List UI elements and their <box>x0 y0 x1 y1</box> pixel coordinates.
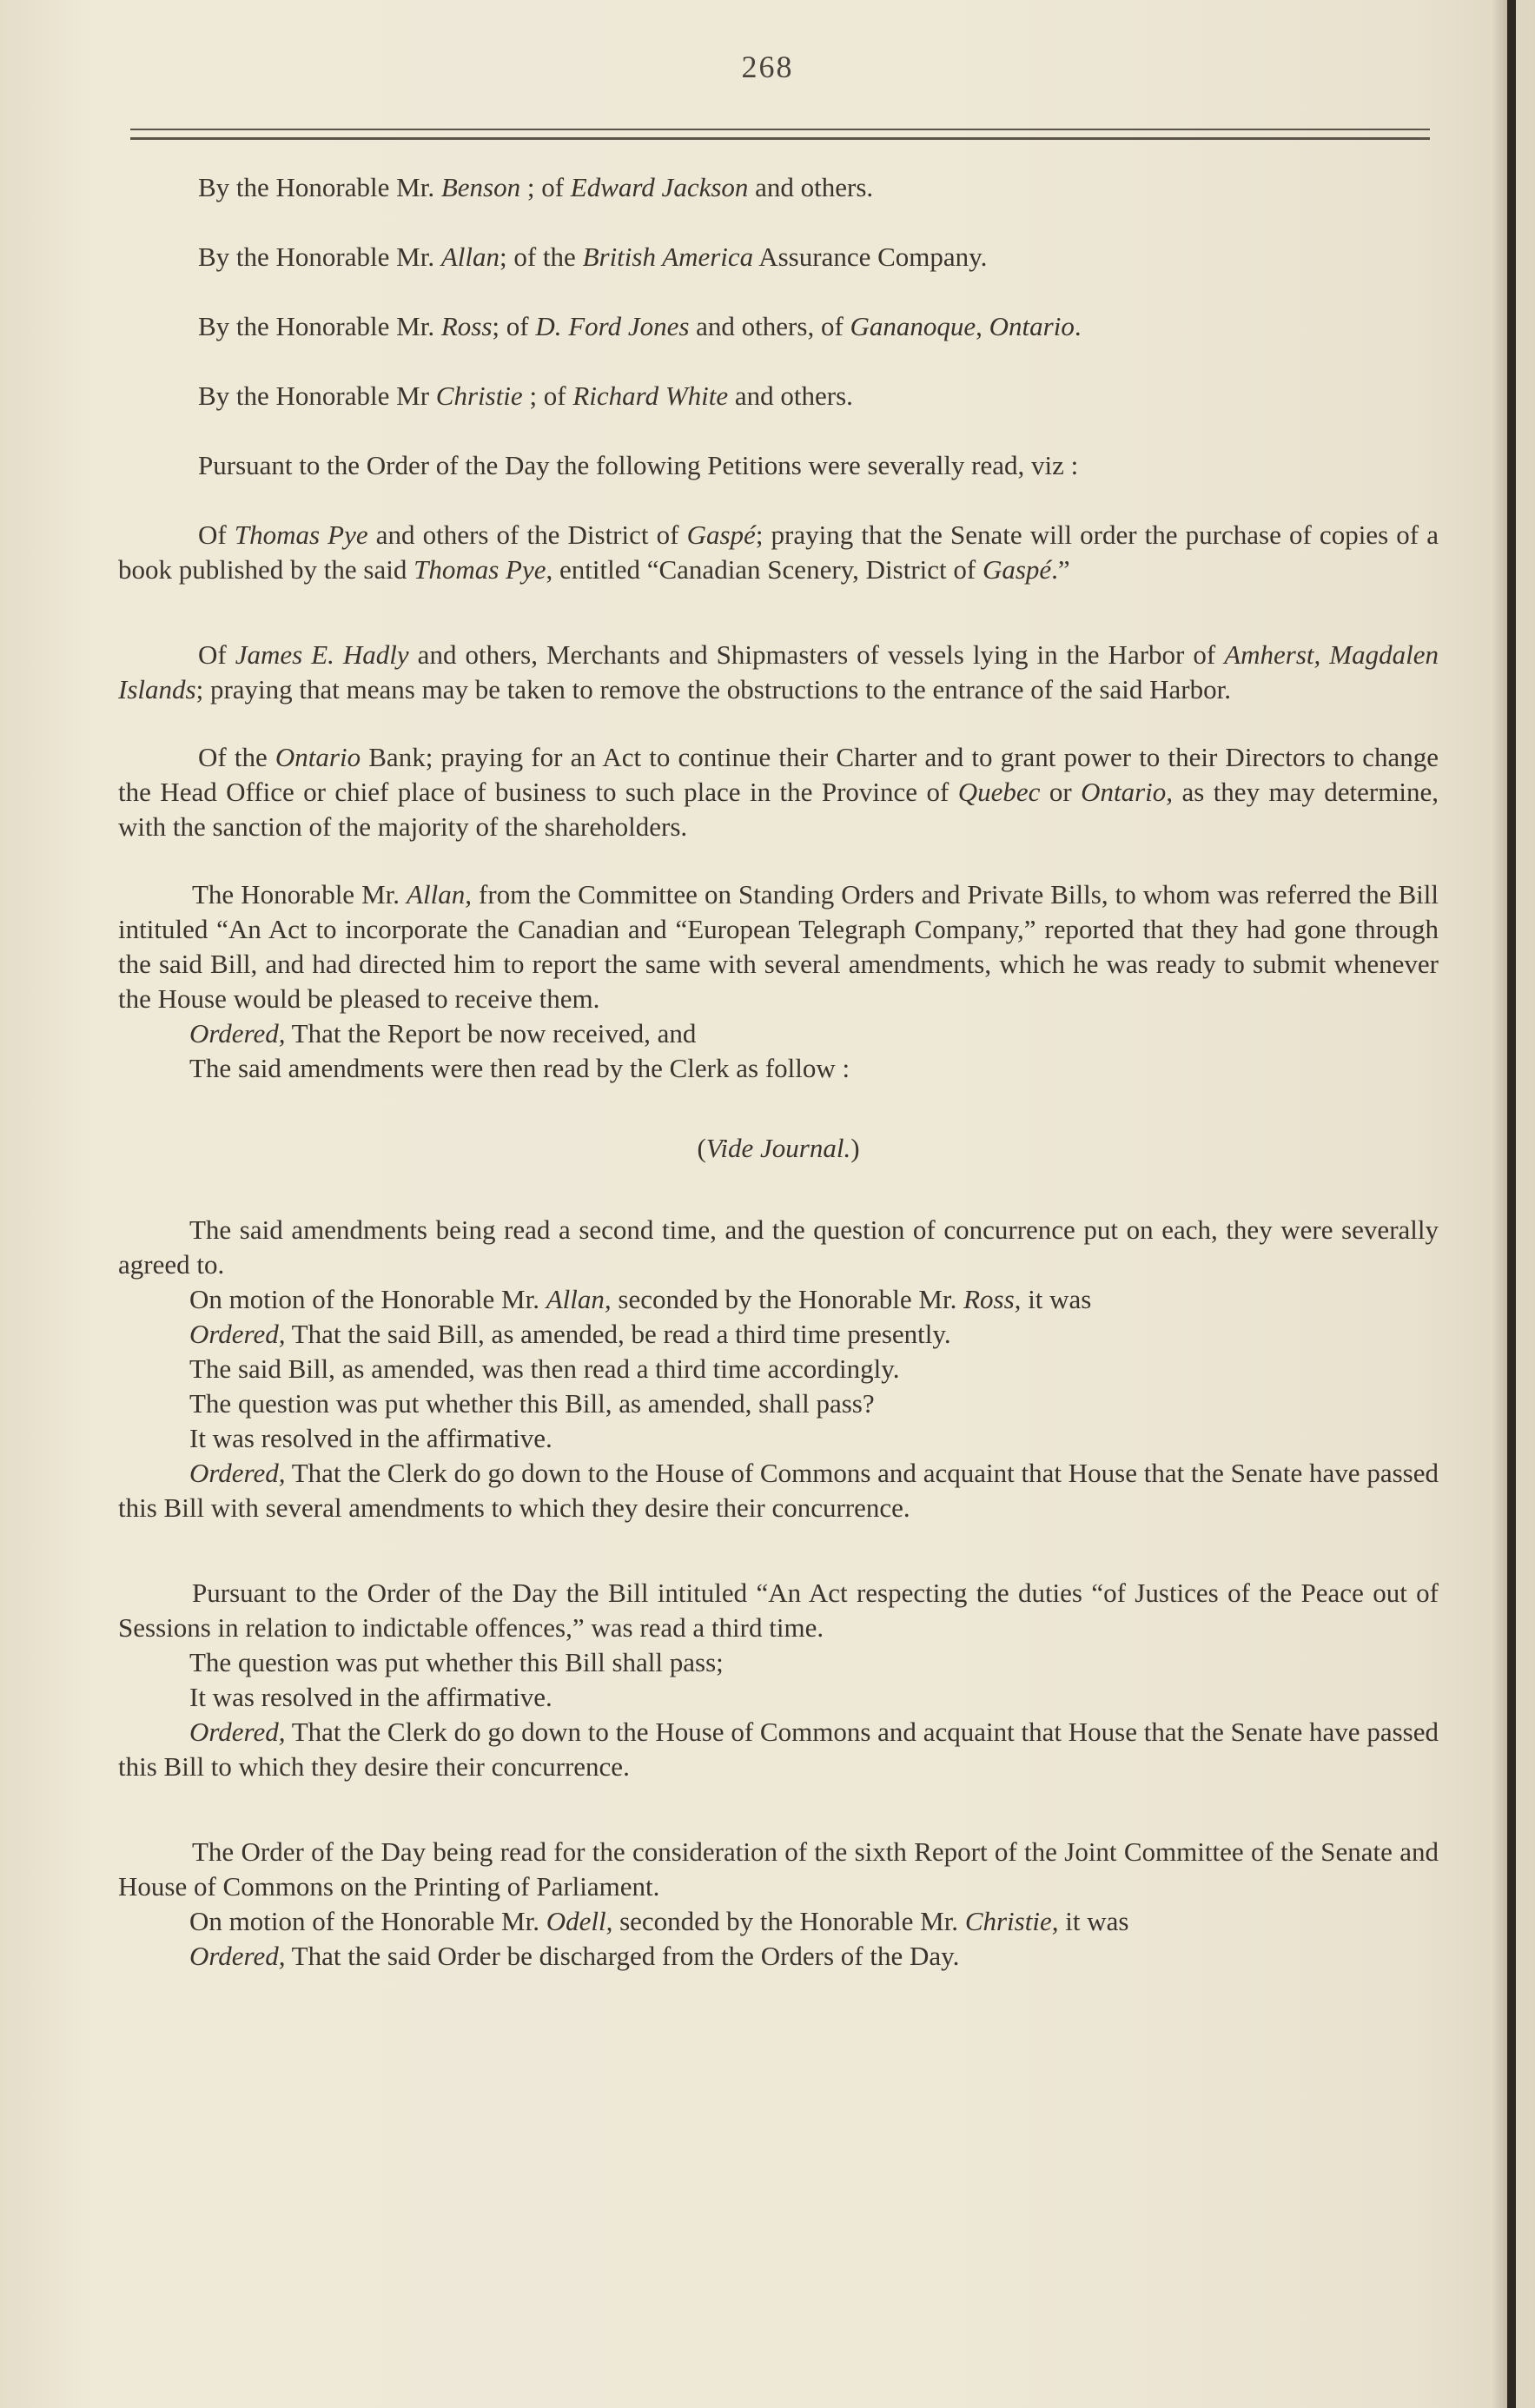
page-number: 268 <box>741 50 794 84</box>
amendments-resolved: It was resolved in the affirmative. <box>189 1423 552 1453</box>
printing-report-order: The Order of the Day being read for the consideration of the sixth Report of the Joint Committee of the Senate and House of Commons on the Printing of Parliament. <box>118 1836 1439 1902</box>
petition-hadly: Of James E. Hadly and others, Merchants and Shipmasters of vessels lying in the Harbor of Amherst, Magdalen Islands; praying that means may be taken to remove the obstructions to the entrance of the said Harbor. <box>118 639 1439 705</box>
petition-presented-allan: By the Honorable Mr. Allan; of the British America Assurance Company. <box>198 241 988 272</box>
book-spine <box>1507 0 1516 2408</box>
justices-bill-ordered: Ordered, That the Clerk do go down to the House of Commons and acquaint that House that the Senate have passed this Bill to which they desire their concurrence. <box>118 1717 1439 1782</box>
petition-presented-ross: By the Honorable Mr. Ross; of D. Ford Jones and others, of Gananoque, Ontario. <box>198 311 1082 341</box>
petition-presented-christie: By the Honorable Mr Christie ; of Richard White and others. <box>198 380 853 411</box>
amendments-motion: On motion of the Honorable Mr. Allan, seconded by the Honorable Mr. Ross, it was <box>189 1284 1092 1314</box>
petition-presented-benson: By the Honorable Mr. Benson ; of Edward Jackson and others. <box>198 172 874 202</box>
telegraph-ordered-received: Ordered, That the Report be now received, and <box>189 1018 697 1049</box>
journal-body <box>118 170 1439 1974</box>
book-spine-shadow <box>1492 0 1507 2408</box>
petitions-read-intro: Pursuant to the Order of the Day the following Petitions were severally read, viz : <box>198 450 1079 480</box>
header-rule-top <box>130 129 1430 130</box>
justices-bill-question: The question was put whether this Bill shall pass; <box>189 1647 724 1677</box>
amendments-read-third-time: The said Bill, as amended, was then read a third time accordingly. <box>189 1353 900 1384</box>
vide-journal: (Vide Journal.) <box>697 1133 860 1163</box>
amendments-ordered-third-reading: Ordered, That the said Bill, as amended, be read a third time presently. <box>189 1319 951 1349</box>
petition-ontario-bank: Of the Ontario Bank; praying for an Act to continue their Charter and to grant power to their Directors to change the Head Office or chief place of business to such place in the Province of Quebec or Ontario, as they may determine, with the sanction of the majority of the shareholders. <box>118 742 1439 842</box>
telegraph-committee-report: The Honorable Mr. Allan, from the Committee on Standing Orders and Private Bills, to whom was referred the Bill intituled “An Act to incorporate the Canadian and “European Telegraph Company,” reported that they had gone through the said Bill, and had directed him to report the same with several amendments, which he was ready to submit whenever the House would be pleased to receive them. <box>118 879 1439 1014</box>
amendments-second-reading: The said amendments being read a second time, and the question of concurrence put on each, they were severally agreed to. <box>118 1214 1439 1280</box>
printing-report-motion: On motion of the Honorable Mr. Odell, seconded by the Honorable Mr. Christie, it was <box>189 1906 1129 1936</box>
telegraph-amendments-read: The said amendments were then read by the Clerk as follow : <box>189 1053 850 1083</box>
petition-pye: Of Thomas Pye and others of the District of Gaspé; praying that the Senate will order the purchase of copies of a book published by the said Thomas Pye, entitled “Canadian Scenery, District of Gaspé.” <box>118 519 1439 585</box>
printing-report-ordered: Ordered, That the said Order be discharged from the Orders of the Day. <box>189 1941 960 1971</box>
justices-bill-resolved: It was resolved in the affirmative. <box>189 1682 552 1712</box>
amendments-ordered-acquaint: Ordered, That the Clerk do go down to the House of Commons and acquaint that House that the Senate have passed this Bill with several amendments to which they desire their concurrence. <box>118 1458 1439 1523</box>
justices-bill-third-reading: Pursuant to the Order of the Day the Bill intituled “An Act respecting the duties “of Justices of the Peace out of Sessions in relation to indictable offences,” was read a third time. <box>118 1578 1439 1643</box>
header-rule-bottom <box>130 137 1430 140</box>
amendments-question-put: The question was put whether this Bill, as amended, shall pass? <box>189 1388 875 1419</box>
